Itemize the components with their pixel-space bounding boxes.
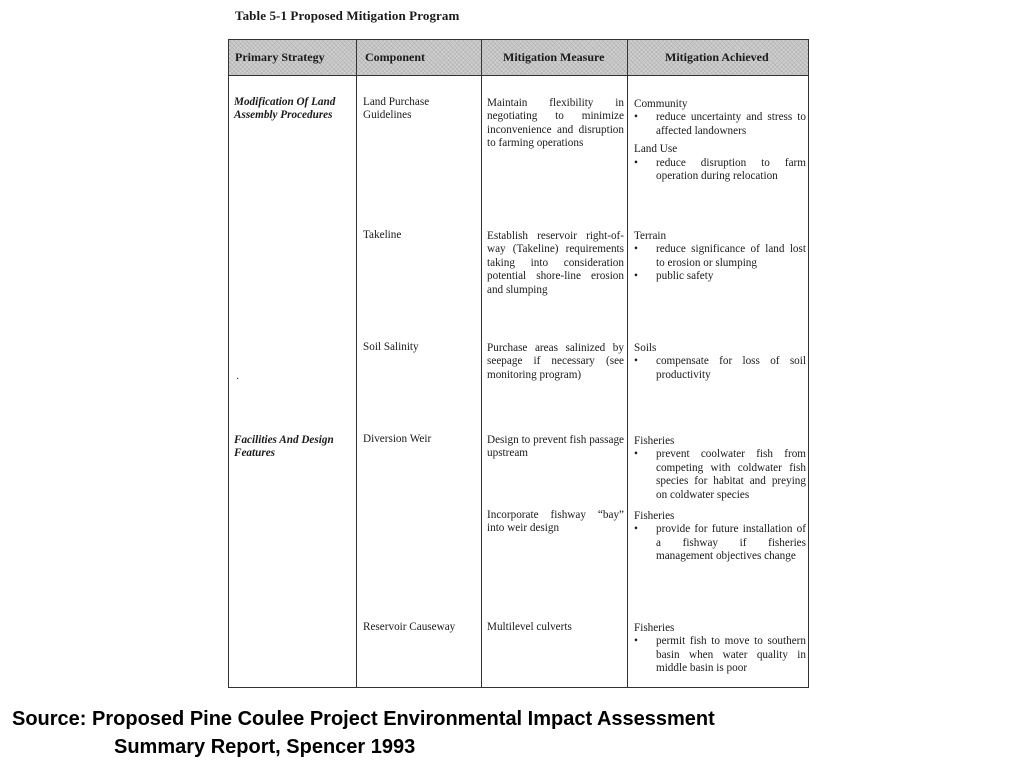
source-line-2: Summary Report, Spencer 1993 — [114, 736, 416, 758]
bullet-icon: • — [634, 355, 638, 368]
achieved-block-1 — [634, 98, 806, 183]
achieved-block-4 — [634, 435, 806, 502]
achieved-bullet-item — [634, 635, 806, 675]
achieved-bullet-item — [634, 448, 806, 502]
achieved-block-3 — [634, 342, 806, 382]
achieved-bullet-text: permit fish to move to southern basin when water quality in middle basin is poor — [656, 635, 806, 675]
column-divider — [627, 40, 628, 687]
bullet-icon: • — [634, 156, 638, 169]
component-reservoir-causeway: Reservoir Causeway — [363, 621, 456, 633]
bullet-icon: • — [634, 243, 638, 256]
achieved-bullet-item — [634, 270, 806, 283]
achieved-category: Fisheries — [634, 622, 675, 634]
achieved-bullet-text: provide for future installation of a fishway if fisheries management objectives change — [656, 523, 806, 563]
achieved-block-2 — [634, 230, 806, 284]
table-header-row — [229, 40, 808, 76]
achieved-bullet-item — [634, 523, 806, 563]
achieved-category: Community — [634, 98, 688, 110]
achieved-bullet-item — [634, 111, 806, 138]
achieved-category: Fisheries — [634, 435, 675, 447]
source-line-1: Source: Proposed Pine Coulee Project Environmental Impact Assessment — [12, 708, 715, 730]
table-title: Table 5-1 Proposed Mitigation Program — [235, 8, 460, 23]
measure-culverts: Multilevel culverts — [487, 621, 572, 633]
measure-fishway-bay: Incorporate fishway “bay” into weir design — [487, 509, 624, 535]
achieved-bullet-item — [634, 243, 806, 270]
component-land-purchase: Land Purchase Guidelines — [363, 96, 430, 122]
achieved-bullet-text: reduce uncertainty and stress to affected landowners — [656, 111, 806, 137]
achieved-bullet-text: reduce significance of land lost to erosion or slumping — [656, 243, 806, 269]
bullet-icon: • — [634, 448, 638, 461]
achieved-bullet-item — [634, 355, 806, 382]
header-component: Component — [365, 49, 426, 64]
achieved-bullet-text: reduce disruption to farm operation during relocation — [656, 156, 806, 183]
column-divider — [356, 40, 357, 687]
component-diversion-weir: Diversion Weir — [363, 433, 432, 445]
measure-soil-salinity: Purchase areas salinized by seepage if necessary (see monitoring program) — [487, 342, 624, 381]
achieved-category: Fisheries — [634, 510, 675, 522]
strategy-land-assembly: Modification Of Land Assembly Procedures — [234, 96, 336, 122]
header-primary-strategy: Primary Strategy — [235, 49, 325, 64]
achieved-bullet-text: compensate for loss of soil productivity — [656, 355, 806, 381]
header-mitigation-achieved: Mitigation Achieved — [665, 49, 769, 64]
achieved-category: Terrain — [634, 230, 667, 242]
measure-takeline: Establish reservoir right-of-way (Takeline) requirements taking into consideration potential shore-line erosion and slumping — [487, 230, 624, 296]
component-soil-salinity: Soil Salinity — [363, 341, 419, 353]
mitigation-table — [228, 39, 809, 688]
measure-fish-passage: Design to prevent fish passage upstream — [487, 434, 624, 460]
strategy-facilities-design: Facilities And Design Features — [234, 434, 334, 460]
header-mitigation-measure: Mitigation Measure — [503, 49, 605, 64]
achieved-bullet-text: public safety — [656, 270, 714, 283]
bullet-icon: • — [634, 270, 638, 283]
source-citation — [12, 705, 715, 761]
bullet-icon: • — [634, 635, 638, 648]
achieved-bullet-text: prevent coolwater fish from competing with coldwater fish species for habitat and preying on coldwater species — [656, 448, 806, 501]
achieved-bullet-item — [634, 157, 806, 184]
achieved-block-6 — [634, 622, 806, 676]
bullet-icon: • — [634, 111, 638, 124]
achieved-block-5 — [634, 510, 806, 564]
stray-mark: · — [236, 374, 240, 385]
achieved-category: Land Use — [634, 143, 678, 156]
bullet-icon: • — [634, 523, 638, 536]
column-divider — [481, 40, 482, 687]
component-takeline: Takeline — [363, 229, 402, 241]
measure-land-purchase: Maintain flexibility in negotiating to minimize inconvenience and disruption to farming operations — [487, 97, 624, 150]
achieved-category: Soils — [634, 342, 657, 354]
